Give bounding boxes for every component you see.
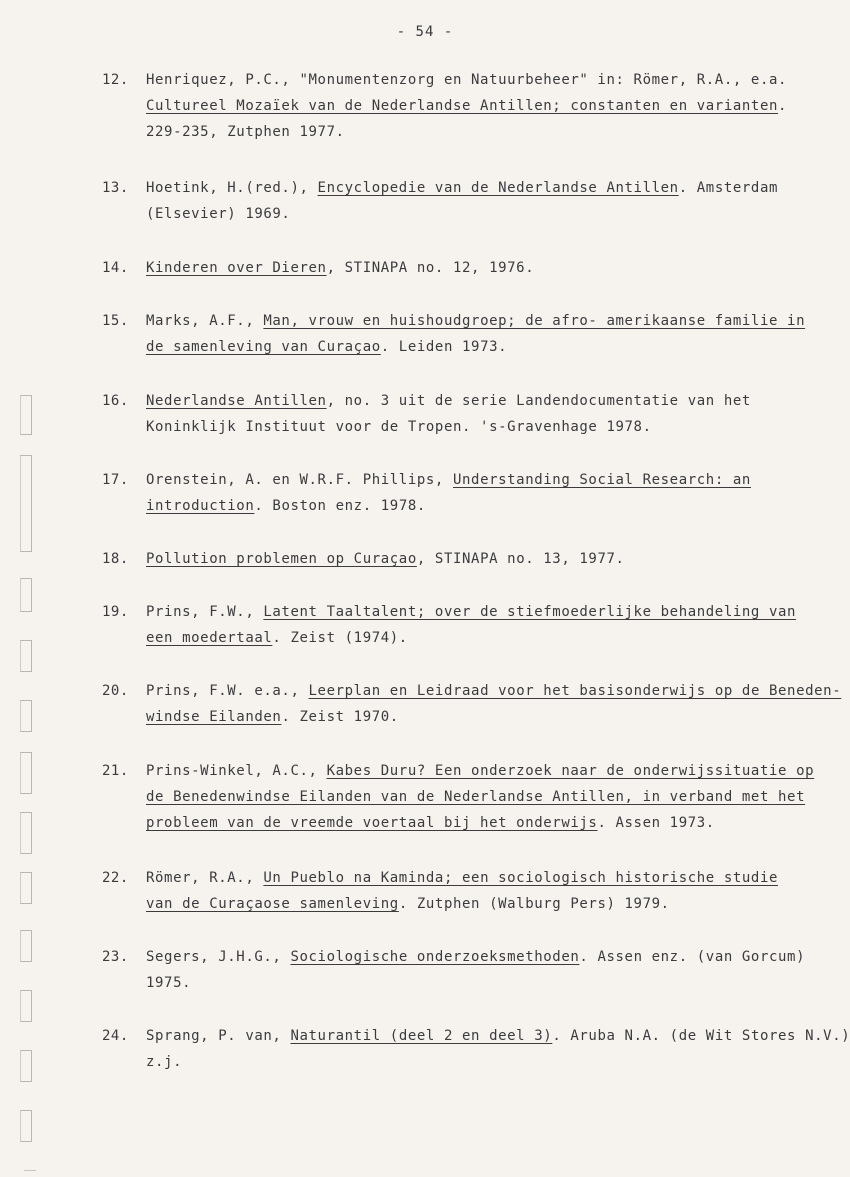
reference-title-text: introduction — [146, 498, 255, 514]
reference-text: , no. 3 uit de serie Landendocumentatie van het — [326, 393, 751, 409]
binding-hole — [20, 930, 32, 962]
reference-line — [146, 551, 625, 567]
binding-hole — [20, 752, 32, 794]
reference-line — [146, 393, 751, 409]
reference-number: 16. — [102, 393, 129, 409]
reference-title-text: Cultureel Mozaïek van de Nederlandse Antillen; constanten en varianten — [146, 98, 779, 114]
reference-title-text: van de Curaçaose samenleving — [146, 896, 399, 912]
reference-number: 21. — [102, 763, 129, 779]
reference-title-text: probleem van de vreemde voertaal bij het onderwijs — [146, 815, 598, 831]
reference-text: Segers, J.H.G., — [146, 949, 291, 965]
binding-hole — [20, 700, 32, 732]
reference-text: 229-235, Zutphen 1977. — [146, 124, 345, 140]
reference-text: Orenstein, A. en W.R.F. Phillips, — [146, 472, 453, 488]
reference-title-text: Leerplan en Leidraad voor het basisonderwijs op de Beneden- — [308, 683, 842, 699]
reference-text: Hoetink, H.(red.), — [146, 180, 318, 196]
reference-text: . Amsterdam — [678, 180, 779, 196]
reference-text: Marks, A.F., — [146, 313, 264, 329]
reference-number: 23. — [102, 949, 129, 965]
reference-number: 17. — [102, 472, 129, 488]
binding-hole — [20, 578, 32, 612]
reference-title-text: windse Eilanden — [146, 709, 282, 725]
reference-text: Prins-Winkel, A.C., — [146, 763, 327, 779]
reference-line — [146, 98, 787, 114]
reference-title-text: een moedertaal — [146, 630, 273, 646]
reference-number: 14. — [102, 260, 129, 276]
reference-title-text: Sociologische onderzoeksmethoden — [290, 949, 580, 965]
reference-title-text: Nederlandse Antillen — [146, 393, 327, 409]
reference-line — [146, 313, 805, 329]
reference-text: , STINAPA no. 13, 1977. — [416, 551, 625, 567]
reference-number: 15. — [102, 313, 129, 329]
reference-title-text: de samenleving van Curaçao — [146, 339, 381, 355]
reference-number: 13. — [102, 180, 129, 196]
reference-title-text: Man, vrouw en huishoudgroep; de afro- amerikaanse familie in — [263, 313, 806, 329]
binding-hole — [20, 455, 32, 552]
reference-text: Prins, F.W. e.a., — [146, 683, 309, 699]
reference-line — [146, 472, 751, 488]
reference-text: Henriquez, P.C., "Monumentenzorg en Natuurbeheer" in: Römer, R.A., e.a. — [146, 72, 788, 88]
reference-text: . Aruba N.A. (de Wit Stores N.V.) — [552, 1028, 850, 1044]
reference-line — [146, 1054, 182, 1070]
binding-hole — [20, 812, 32, 854]
reference-line — [146, 949, 805, 965]
reference-text: Römer, R.A., — [146, 870, 264, 886]
reference-title-text: Kinderen over Dieren — [146, 260, 327, 276]
reference-line — [146, 763, 814, 779]
reference-line — [146, 1028, 850, 1044]
binding-hole — [20, 872, 32, 904]
reference-line — [146, 815, 715, 831]
reference-text: . Boston enz. 1978. — [254, 498, 426, 514]
reference-number: 19. — [102, 604, 129, 620]
reference-line — [146, 683, 841, 699]
reference-title-text: Kabes Duru? Een onderzoek naar de onderwijssituatie op — [326, 763, 815, 779]
reference-title-text: de Benedenwindse Eilanden van de Nederlandse Antillen, in verband met het — [146, 789, 806, 805]
reference-text: , STINAPA no. 12, 1976. — [326, 260, 535, 276]
reference-text: . Assen enz. (van Gorcum) — [579, 949, 806, 965]
binding-hole — [20, 395, 32, 435]
reference-number: 20. — [102, 683, 129, 699]
reference-number: 18. — [102, 551, 129, 567]
reference-title-text: Naturantil (deel 2 en deel 3) — [290, 1028, 553, 1044]
reference-number: 22. — [102, 870, 129, 886]
reference-title-text: Un Pueblo na Kaminda; een sociologisch historische studie — [263, 870, 779, 886]
reference-text: (Elsevier) 1969. — [146, 206, 291, 222]
reference-text: Koninklijk Instituut voor de Tropen. 's-Gravenhage 1978. — [146, 419, 652, 435]
reference-title-text: Understanding Social Research: an — [452, 472, 751, 488]
binding-hole — [20, 1110, 32, 1142]
reference-number: 24. — [102, 1028, 129, 1044]
reference-line — [146, 419, 652, 435]
reference-line — [146, 124, 345, 140]
reference-text: . Zeist (1974). — [272, 630, 408, 646]
page-number: - 54 - — [396, 24, 454, 40]
reference-text: . Zeist 1970. — [281, 709, 399, 725]
reference-line — [146, 709, 399, 725]
reference-line — [146, 339, 507, 355]
reference-text: . Leiden 1973. — [380, 339, 508, 355]
binding-hole — [20, 990, 32, 1022]
reference-line — [146, 72, 787, 88]
reference-line — [146, 498, 426, 514]
reference-text: . Zutphen (Walburg Pers) 1979. — [398, 896, 670, 912]
reference-text: 1975. — [146, 975, 192, 991]
reference-title-text: Latent Taaltalent; over de stiefmoederlijke behandeling van — [263, 604, 797, 620]
reference-line — [146, 975, 191, 991]
reference-line — [146, 180, 778, 196]
reference-line — [146, 260, 534, 276]
reference-line — [146, 870, 778, 886]
reference-text: z.j. — [146, 1054, 183, 1070]
reference-text: . Assen 1973. — [597, 815, 715, 831]
reference-title-text: Pollution problemen op Curaçao — [146, 551, 417, 567]
binding-hole — [24, 1170, 36, 1171]
reference-line — [146, 896, 670, 912]
reference-line — [146, 206, 290, 222]
reference-text: . — [778, 98, 788, 114]
binding-hole — [20, 640, 32, 672]
reference-text: Sprang, P. van, — [146, 1028, 291, 1044]
reference-line — [146, 789, 805, 805]
reference-line — [146, 604, 796, 620]
reference-title-text: Encyclopedie van de Nederlandse Antillen — [317, 180, 679, 196]
reference-line — [146, 630, 408, 646]
reference-text: Prins, F.W., — [146, 604, 264, 620]
reference-number: 12. — [102, 72, 129, 88]
binding-hole — [20, 1050, 32, 1082]
